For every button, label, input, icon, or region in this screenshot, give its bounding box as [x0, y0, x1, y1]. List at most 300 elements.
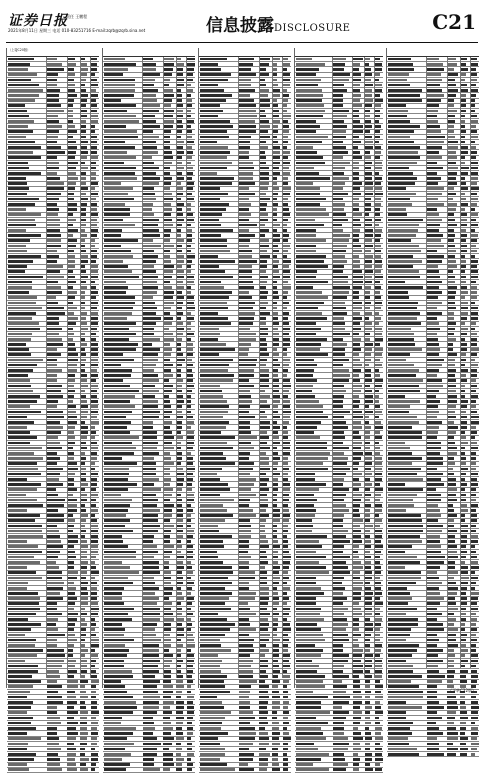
table-cell: [296, 519, 313, 522]
table-column-2: [102, 48, 195, 688]
table-cell: [200, 286, 225, 289]
table-cell: [47, 499, 65, 502]
table-cell: [67, 732, 78, 735]
table-cell: [460, 219, 467, 222]
table-cell: [80, 328, 88, 331]
table-cell: [163, 125, 172, 128]
table-cell: [239, 535, 251, 538]
table-cell: [8, 416, 27, 419]
table-cell: [353, 99, 360, 102]
table-cell: [272, 369, 278, 372]
table-cell: [91, 115, 99, 118]
table-cell: [333, 353, 345, 356]
table-cell: [104, 670, 132, 673]
table-cell: [460, 602, 467, 605]
table-cell: [8, 509, 27, 512]
table-cell: [47, 509, 58, 512]
table-cell: [388, 307, 417, 310]
table-cell: [388, 416, 417, 419]
table-cell: [353, 566, 363, 569]
table-cell: [296, 234, 316, 237]
table-cell: [259, 89, 269, 92]
table-cell: [104, 447, 136, 450]
table-cell: [67, 187, 75, 190]
table-cell: [47, 660, 64, 663]
table-cell: [375, 255, 381, 258]
table-cell: [200, 338, 218, 341]
table-cell: [104, 680, 121, 683]
table-cell: [143, 717, 153, 720]
table-cell: [8, 302, 36, 305]
table-cell: [365, 353, 371, 356]
table-cell: [447, 494, 455, 497]
table-cell: [8, 644, 36, 647]
table-cell: [259, 685, 269, 688]
table-cell: [67, 566, 74, 569]
table-cell: [200, 722, 223, 725]
table-cell: [460, 737, 468, 740]
table-cell: [239, 717, 256, 720]
table-cell: [388, 146, 420, 149]
table-cell: [471, 250, 478, 253]
table-cell: [427, 732, 443, 735]
table-cell: [80, 302, 84, 305]
table-cell: [104, 177, 137, 180]
table-cell: [283, 333, 289, 336]
table-cell: [471, 229, 476, 232]
table-cell: [353, 359, 360, 362]
table-cell: [143, 385, 155, 388]
table-cell: [176, 353, 183, 356]
table-cell: [8, 151, 33, 154]
table-cell: [239, 317, 254, 320]
table-cell: [47, 348, 57, 351]
table-cell: [200, 291, 233, 294]
table-cell: [333, 691, 346, 694]
table-cell: [8, 514, 40, 517]
table-cell: [259, 307, 266, 310]
table-cell: [272, 457, 280, 460]
table-cell: [200, 125, 233, 128]
table-cell: [200, 582, 232, 585]
table-cell: [67, 457, 74, 460]
table-cell: [187, 68, 195, 71]
table-cell: [375, 395, 379, 398]
table-cell: [176, 172, 181, 175]
table-cell: [460, 255, 464, 258]
table-cell: [447, 743, 453, 746]
table-cell: [239, 675, 253, 678]
table-cell: [427, 566, 440, 569]
table-cell: [375, 628, 380, 631]
table-cell: [460, 94, 465, 97]
table-cell: [447, 577, 453, 580]
table-cell: [259, 245, 269, 248]
table-cell: [365, 649, 369, 652]
table-cell: [427, 110, 439, 113]
table-cell: [365, 130, 370, 133]
table-cell: [187, 146, 192, 149]
table-cell: [176, 509, 182, 512]
table-cell: [47, 115, 58, 118]
table-cell: [365, 519, 370, 522]
table-cell: [67, 333, 74, 336]
table-cell: [8, 577, 43, 580]
table-cell: [353, 447, 361, 450]
table-cell: [200, 525, 218, 528]
table-cell: [353, 436, 362, 439]
table-cell: [163, 442, 171, 445]
table-cell: [283, 494, 289, 497]
table-cell: [427, 623, 443, 626]
table-cell: [67, 317, 78, 320]
table-cell: [176, 317, 180, 320]
table-cell: [91, 696, 97, 699]
table-cell: [333, 239, 349, 242]
table-cell: [176, 333, 183, 336]
table-cell: [104, 597, 123, 600]
table-row: [103, 768, 195, 773]
table-cell: [296, 203, 321, 206]
table-cell: [200, 348, 235, 351]
table-cell: [272, 613, 278, 616]
table-cell: [427, 234, 444, 237]
table-cell: [333, 400, 343, 403]
table-cell: [176, 219, 183, 222]
table-cell: [104, 649, 129, 652]
table-cell: [259, 63, 268, 66]
table-cell: [460, 84, 467, 87]
table-cell: [272, 691, 279, 694]
table-cell: [333, 265, 344, 268]
table-cell: [388, 504, 414, 507]
table-cell: [259, 675, 268, 678]
table-cell: [163, 478, 170, 481]
table-cell: [8, 172, 42, 175]
table-cell: [239, 514, 256, 517]
table-cell: [427, 353, 439, 356]
table-cell: [460, 748, 468, 751]
table-cell: [104, 504, 130, 507]
table-cell: [200, 307, 228, 310]
table-cell: [333, 338, 343, 341]
table-cell: [460, 167, 468, 170]
table-cell: [163, 509, 172, 512]
table-cell: [353, 602, 359, 605]
table-cell: [427, 317, 437, 320]
table-cell: [47, 229, 60, 232]
table-cell: [375, 94, 380, 97]
table-cell: [427, 374, 437, 377]
table-cell: [259, 79, 265, 82]
table-cell: [259, 379, 269, 382]
table-cell: [365, 115, 370, 118]
table-cell: [67, 488, 77, 491]
table-cell: [143, 431, 158, 434]
table-cell: [176, 753, 181, 756]
table-cell: [67, 73, 75, 76]
table-cell: [163, 338, 174, 341]
table-cell: [91, 369, 98, 372]
table-column-3: [198, 48, 291, 688]
table-cell: [272, 265, 278, 268]
table-cell: [460, 213, 467, 216]
table-cell: [176, 84, 184, 87]
table-cell: [388, 291, 408, 294]
table-cell: [239, 58, 254, 61]
table-cell: [283, 768, 289, 771]
table-cell: [104, 457, 123, 460]
table-cell: [388, 229, 419, 232]
table-cell: [365, 602, 372, 605]
table-cell: [365, 545, 371, 548]
table-cell: [365, 457, 372, 460]
table-cell: [176, 255, 184, 258]
table-cell: [8, 317, 32, 320]
table-cell: [427, 265, 438, 268]
table-cell: [47, 369, 62, 372]
table-cell: [8, 592, 38, 595]
table-cell: [67, 660, 76, 663]
table-cell: [8, 556, 34, 559]
table-cell: [460, 665, 464, 668]
table-cell: [176, 737, 183, 740]
table-cell: [460, 468, 468, 471]
table-cell: [259, 457, 269, 460]
table-cell: [388, 732, 412, 735]
table-cell: [333, 421, 346, 424]
table-cell: [296, 364, 317, 367]
table-cell: [353, 680, 360, 683]
table-cell: [272, 753, 278, 756]
table-cell: [427, 494, 441, 497]
table-cell: [460, 405, 467, 408]
table-cell: [67, 343, 75, 346]
table-cell: [365, 416, 369, 419]
table-cell: [375, 473, 382, 476]
table-cell: [47, 483, 63, 486]
table-cell: [365, 364, 369, 367]
table-cell: [176, 488, 182, 491]
table-cell: [353, 628, 359, 631]
table-cell: [460, 452, 464, 455]
table-cell: [200, 219, 219, 222]
table-cell: [67, 665, 74, 668]
table-cell: [80, 395, 85, 398]
table-cell: [91, 623, 96, 626]
table-cell: [47, 608, 57, 611]
table-cell: [388, 73, 409, 76]
table-cell: [239, 291, 249, 294]
table-cell: [375, 187, 382, 190]
table-cell: [296, 706, 321, 709]
table-cell: [447, 187, 453, 190]
table-cell: [471, 680, 478, 683]
table-cell: [163, 245, 174, 248]
table-cell: [67, 115, 73, 118]
table-cell: [460, 130, 466, 133]
table-cell: [296, 535, 327, 538]
table-cell: [91, 649, 96, 652]
section-title-cn: 信息披露: [206, 16, 274, 36]
table-cell: [8, 442, 30, 445]
table-cell: [471, 618, 478, 621]
table-cell: [200, 488, 231, 491]
table-cell: [80, 172, 86, 175]
table-cell: [375, 385, 382, 388]
table-cell: [104, 405, 135, 408]
table-cell: [91, 130, 96, 133]
table-cell: [143, 390, 159, 393]
table-cell: [388, 411, 410, 414]
table-cell: [388, 473, 418, 476]
table-cell: [104, 115, 137, 118]
table-cell: [200, 768, 235, 771]
table-cell: [176, 623, 182, 626]
table-cell: [239, 286, 254, 289]
table-cell: [259, 296, 267, 299]
table-cell: [460, 338, 465, 341]
table-cell: [333, 426, 348, 429]
table-cell: [388, 125, 421, 128]
table-cell: [67, 239, 76, 242]
table-cell: [143, 665, 159, 668]
table-cell: [67, 514, 73, 517]
table-cell: [427, 219, 442, 222]
table-cell: [187, 172, 193, 175]
table-cell: [471, 442, 477, 445]
table-cell: [353, 634, 361, 637]
table-cell: [375, 416, 379, 419]
table-cell: [353, 727, 359, 730]
table-cell: [283, 312, 290, 315]
table-cell: [375, 727, 382, 730]
table-cell: [460, 328, 467, 331]
table-cell: [272, 535, 277, 538]
table-cell: [80, 509, 86, 512]
table-cell: [47, 551, 60, 554]
table-cell: [104, 509, 128, 512]
table-cell: [333, 473, 346, 476]
table-cell: [272, 639, 280, 642]
table-cell: [239, 696, 250, 699]
table-cell: [447, 245, 454, 248]
table-cell: [296, 379, 317, 382]
table-cell: [447, 592, 456, 595]
table-cell: [471, 239, 478, 242]
table-cell: [187, 685, 192, 688]
table-cell: [333, 732, 344, 735]
table-cell: [333, 483, 342, 486]
table-cell: [272, 644, 279, 647]
table-cell: [460, 385, 465, 388]
table-cell: [353, 753, 359, 756]
table-cell: [67, 545, 73, 548]
table-cell: [272, 104, 278, 107]
table-cell: [353, 317, 362, 320]
table-cell: [176, 286, 183, 289]
table-cell: [353, 618, 359, 621]
table-cell: [187, 390, 192, 393]
table-cell: [283, 680, 290, 683]
table-cell: [47, 343, 64, 346]
table-cell: [272, 649, 279, 652]
table-cell: [8, 296, 37, 299]
table-cell: [200, 343, 226, 346]
table-cell: [104, 561, 122, 564]
table-cell: [187, 696, 194, 699]
table-cell: [365, 711, 370, 714]
table-cell: [388, 675, 422, 678]
table-cell: [91, 239, 96, 242]
table-cell: [471, 431, 478, 434]
table-cell: [388, 385, 419, 388]
table-cell: [80, 519, 86, 522]
table-cell: [67, 685, 77, 688]
table-cell: [447, 79, 455, 82]
table-cell: [67, 452, 74, 455]
table-cell: [143, 711, 157, 714]
table-cell: [272, 156, 280, 159]
table-cell: [388, 63, 413, 66]
table-cell: [8, 260, 33, 263]
table-cell: [296, 390, 312, 393]
table-cell: [67, 68, 73, 71]
table-cell: [47, 680, 57, 683]
table-cell: [187, 602, 192, 605]
table-cell: [471, 748, 478, 751]
table-cell: [272, 73, 276, 76]
table-cell: [8, 395, 40, 398]
table-cell: [471, 125, 476, 128]
table-cell: [388, 224, 419, 227]
table-cell: [8, 602, 39, 605]
table-cell: [143, 302, 155, 305]
table-cell: [91, 436, 95, 439]
table-cell: [187, 333, 195, 336]
table-cell: [47, 416, 64, 419]
table-cell: [8, 623, 41, 626]
continued-note: （下转C22版）: [448, 688, 476, 694]
table-cell: [8, 582, 28, 585]
table-cell: [91, 63, 97, 66]
table-cell: [200, 193, 228, 196]
table-cell: [296, 727, 321, 730]
table-cell: [388, 348, 422, 351]
table-cell: [104, 571, 139, 574]
table-cell: [296, 473, 316, 476]
table-cell: [8, 675, 32, 678]
table-cell: [104, 296, 135, 299]
table-cell: [296, 265, 328, 268]
table-cell: [471, 338, 478, 341]
table-cell: [460, 494, 466, 497]
table-cell: [427, 84, 440, 87]
table-cell: [80, 587, 86, 590]
table-cell: [283, 442, 290, 445]
table-cell: [427, 348, 440, 351]
table-cell: [353, 411, 362, 414]
table-cell: [333, 130, 346, 133]
table-cell: [47, 457, 60, 460]
table-cell: [333, 193, 347, 196]
table-cell: [8, 717, 34, 720]
table-cell: [427, 255, 444, 258]
table-cell: [47, 514, 64, 517]
table-cell: [239, 426, 250, 429]
table-cell: [104, 644, 126, 647]
table-cell: [200, 623, 235, 626]
